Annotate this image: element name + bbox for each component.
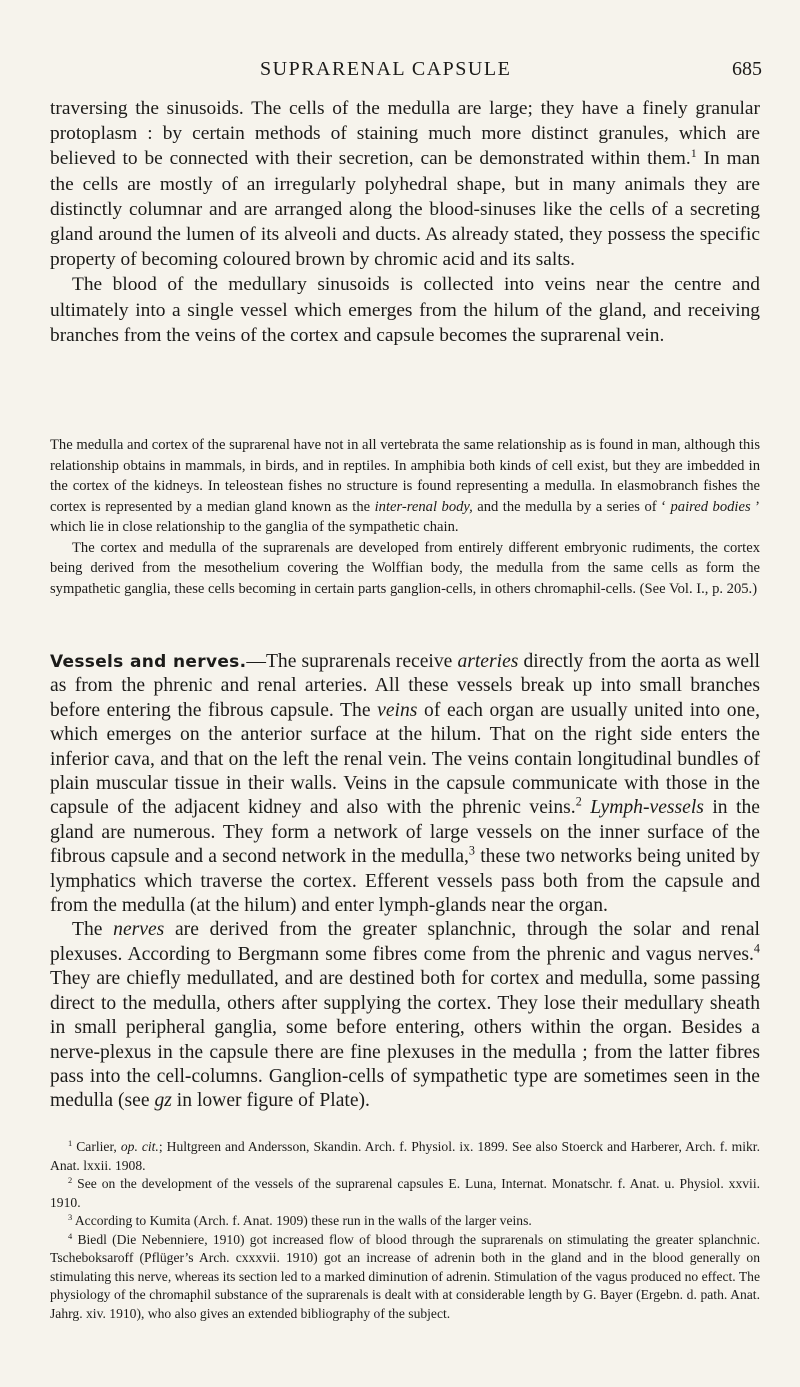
section-heading: Vessels and nerves. xyxy=(50,652,247,672)
footnote-3: $^3$ According to Kumita (Arch. f. Anat. 1909) these run in the walls of the larger veins. xyxy=(68,1211,532,1228)
paragraph-medullary-sinusoids: The blood of the medullary sinusoids is collected into veins near the centre and ultimately into a single vessel which emerges from the hilum of the gland, and receiving branches from the veins of the cortex and capsule becomes the suprarenal vein. xyxy=(50,274,760,346)
paragraph-medulla-cells: traversing the sinusoids. The cells of the medulla are large; they have a finely granular protoplasm : by certain methods of staining much more distinct granules, which are believed to be connected with their secretion, can be demonstrated within them.$^1$ In man the cells are mostly of an irregularly polyhedral shape, but in many animals they are distinctly columnar and are arranged along the blood-sinuses like the cells of a secreting gland around the lumen of its alveoli and ducts. As already stated, they possess the specific property of becoming coloured brown by chromic acid and its salts. xyxy=(50,98,760,271)
footnote-ref-1[interactable]: 1 xyxy=(690,146,697,161)
footnotes xyxy=(50,1138,760,1323)
footnote-ref-2[interactable]: 2 xyxy=(575,795,582,810)
paragraph-vessels: Vessels and nerves.—The suprarenals receive arteries directly from the aorta as well as from the phrenic and renal arteries. All these vessels break up into small branches before entering the fibrous capsule. The veins of each organ are usually united into one, which emerges on the anterior surface at the hilum. That on the right side enters the inferior cava, and that on the left the renal vein. The veins contain longitudinal bundles of plain muscular tissue in their walls. Veins in the capsule communicate with those in the capsule of the adjacent kidney and also with the phrenic veins.$^2$ Lymph-vessels in the gland are numerous. They form a network of large vessels on the inner surface of the fibrous capsule and a second network in the medulla,$^3$ these two networks being united by lymphatics which traverse the cortex. Efferent vessels pass both from the capsule and from the medulla (at the hilum) and enter lymph-glands near the organ. xyxy=(50,651,760,917)
vessels-and-nerves-section xyxy=(50,650,760,1114)
running-title: SUPRARENAL CAPSULE xyxy=(260,58,512,80)
main-text xyxy=(50,96,760,348)
footnote-4: $^4$ Biedl (Die Nebenniere, 1910) got increased flow of blood through the suprarenals on stimulating the greater splanchnic. Tscheboksaroff (Pflüger’s Arch. cxxxvii. 1910) got an increase of adrenin both in the gland and in the blood generally on stimulating this nerve, whereas its section led to a marked diminution of adrenin. Stimulation of the vagus produced no effect. The physiology of the chromaphil substance of the suprarenals is dealt with at considerable length by G. Bayer (Ergebn. d. path. Anat. Jahrg. xiv. 1910), who also gives an extended bibliography of the subject. xyxy=(50,1230,760,1321)
note-development: The cortex and medulla of the suprarenals are developed from entirely different embryonic rudiments, the cortex being derived from the mesothelium covering the Wolffian body, the medulla from the same cells as form the sympathetic ganglia, these cells becoming in certain parts ganglion-cells, in others chromaphil-cells. (See Vol. I., p. 205.) xyxy=(50,539,760,597)
footnote-ref-4[interactable]: 4 xyxy=(753,941,760,956)
paragraph-nerves: The nerves are derived from the greater splanchnic, through the solar and renal plexuses. According to Bergmann some fibres come from the phrenic and vagus nerves.$^4$ They are chiefly medullated, and are destined both for cortex and medulla, some passing direct to the medulla, others after supplying the cortex. They lose their medullary sheath in small peripheral ganglia, some before entering, others within the organ. Besides a nerve-plexus in the capsule there are fine plexuses in the medulla ; from the latter fibres pass into the cell-columns. Ganglion-cells of sympathetic type are sometimes seen in the medulla (see gz in lower figure of Plate). xyxy=(50,919,760,1112)
footnote-1: $^1$ Carlier, op. cit.; Hultgreen and Andersson, Skandin. Arch. f. Physiol. ix. 1899. See also Stoerck and Harberer, Arch. f. mikr. Anat. lxxii. 1908. xyxy=(50,1137,760,1173)
footnote-2: $^2$ See on the development of the vessels of the suprarenal capsules E. Luna, Internat. Monatschr. f. Anat. u. Physiol. xxvii. 1910. xyxy=(50,1174,760,1210)
page-number: 685 xyxy=(732,58,762,80)
running-header xyxy=(50,58,760,88)
footnote-ref-3[interactable]: 3 xyxy=(468,843,475,858)
note-vertebrata: The medulla and cortex of the suprarenal have not in all vertebrata the same relationship as is found in man, although this relationship obtains in mammals, in birds, and in reptiles. In amphibia both kinds of cell exist, but they are imbedded in the cortex of the kidneys. In teleostean fishes no structure is found representing a medulla. In elasmobranch fishes the cortex is represented by a median gland known as the inter-renal body, and the medulla by a series of ‘ paired bodies ’ which lie in close relationship to the ganglia of the sympathetic chain. xyxy=(50,437,761,535)
small-print-note xyxy=(50,435,760,599)
